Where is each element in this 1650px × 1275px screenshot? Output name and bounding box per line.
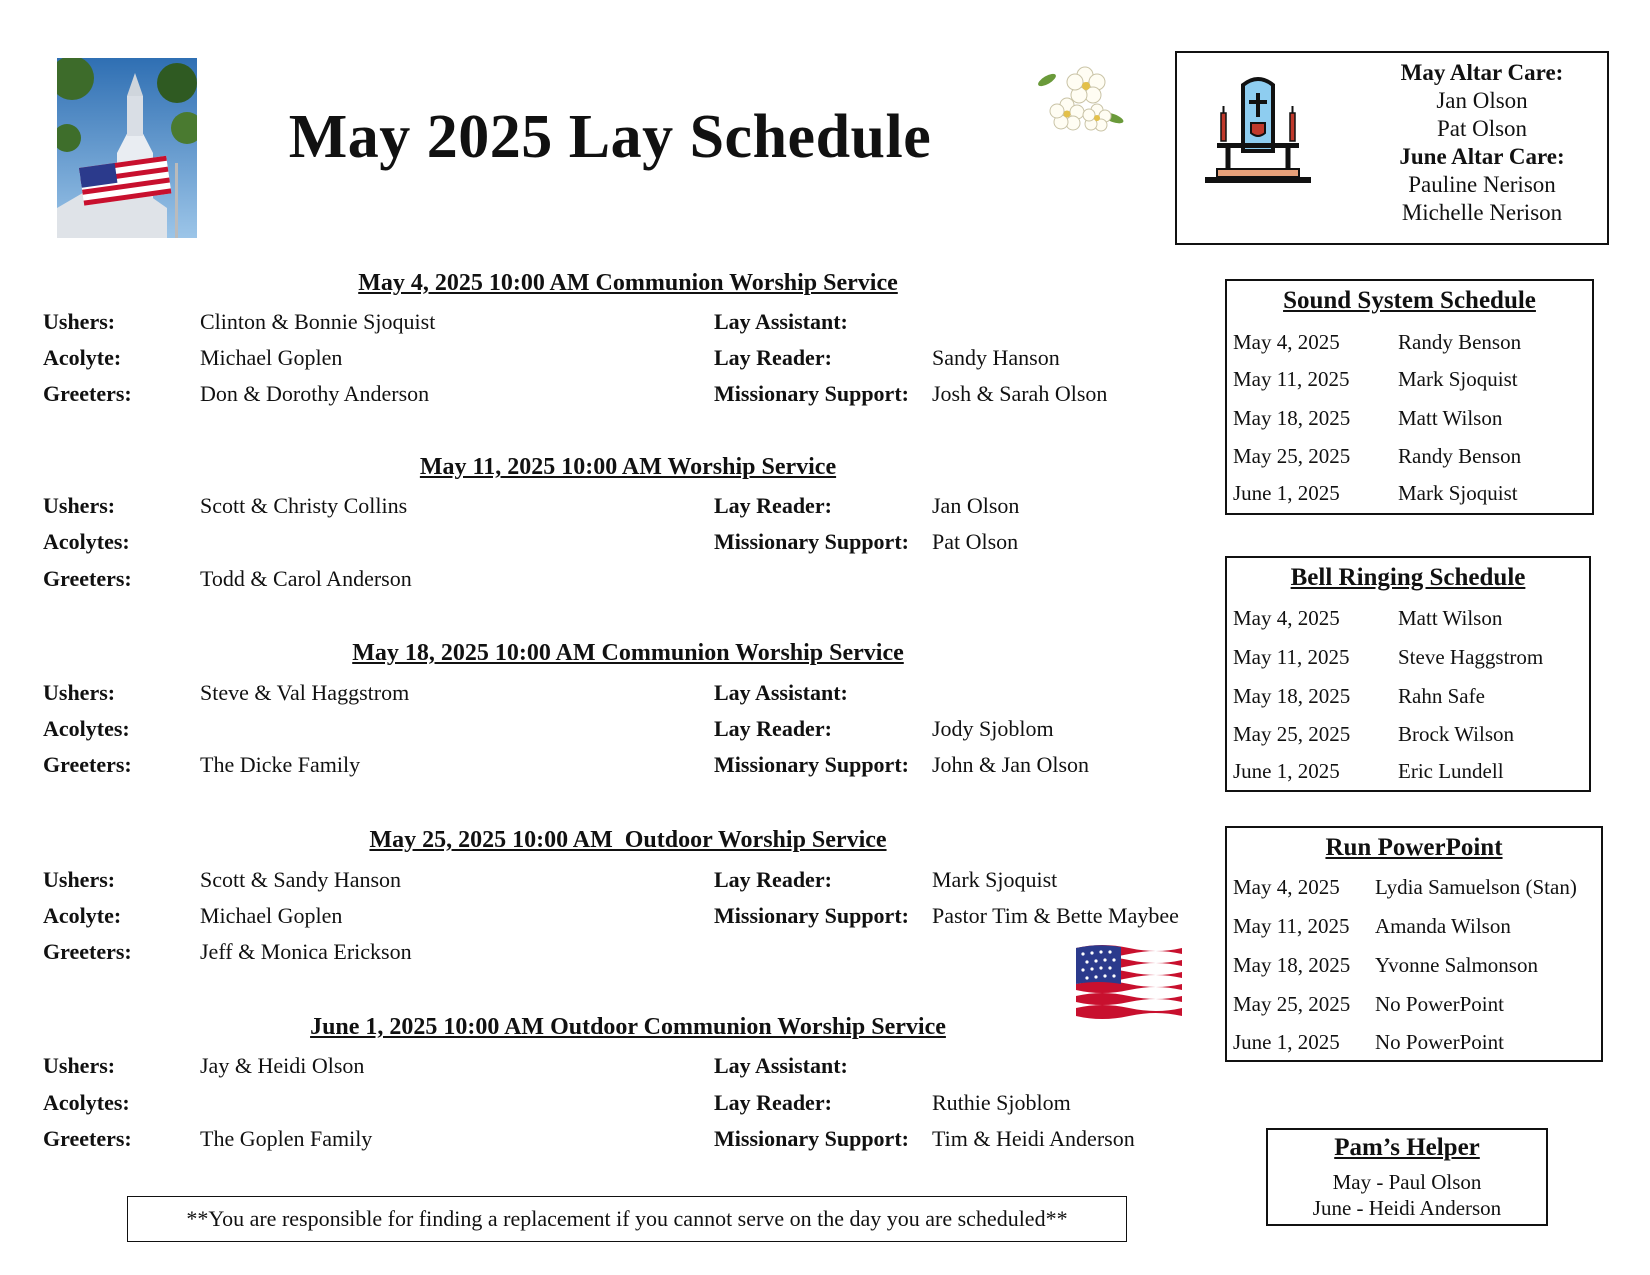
role-value: Scott & Christy Collins	[200, 493, 408, 518]
june-altar-name: Pauline Nerison	[1408, 172, 1556, 197]
role-value: Steve & Val Haggstrom	[200, 680, 410, 705]
schedule-row	[1233, 406, 1503, 431]
service-title: June 1, 2025 10:00 AM Outdoor Communion Worship Service	[310, 1014, 946, 1040]
page-title: May 2025 Lay Schedule	[288, 103, 932, 171]
us-flag-icon	[1076, 942, 1182, 1022]
may-altar-heading: May Altar Care:	[1400, 60, 1564, 85]
footer-note: **You are responsible for finding a replacement if you cannot serve on the day you are scheduled**	[127, 1196, 1127, 1242]
schedule-name: Matt Wilson	[1398, 406, 1503, 430]
schedule-date: May 11, 2025	[1233, 914, 1350, 938]
role-label: Lay Reader:	[714, 1090, 832, 1115]
may-altar-name: Pat Olson	[1436, 116, 1528, 141]
role-value: Jan Olson	[932, 493, 1020, 518]
schedule-name: Mark Sjoquist	[1398, 367, 1518, 391]
role-value: The Goplen Family	[200, 1126, 373, 1151]
role-value: Jay & Heidi Olson	[200, 1053, 365, 1078]
schedule-name: No PowerPoint	[1375, 992, 1504, 1016]
schedule-row	[1233, 330, 1522, 355]
run-powerpoint-title: Run PowerPoint	[1325, 834, 1503, 861]
role-value: Pastor Tim & Bette Maybee	[932, 903, 1179, 928]
role-value: Jody Sjoblom	[932, 716, 1054, 741]
role-label: Acolytes:	[43, 529, 130, 554]
schedule-date: June 1, 2025	[1233, 481, 1340, 505]
role-value: The Dicke Family	[200, 752, 361, 777]
role-value: Michael Goplen	[200, 903, 343, 928]
schedule-name: Eric Lundell	[1398, 759, 1504, 783]
schedule-name: No PowerPoint	[1375, 1030, 1504, 1054]
schedule-name: Mark Sjoquist	[1398, 481, 1518, 505]
schedule-date: May 4, 2025	[1233, 606, 1340, 630]
schedule-date: May 11, 2025	[1233, 367, 1350, 391]
role-value: Josh & Sarah Olson	[932, 381, 1108, 406]
schedule-row	[1233, 722, 1515, 747]
role-label: Missionary Support:	[714, 1126, 909, 1151]
schedule-date: June 1, 2025	[1233, 759, 1340, 783]
sound-system-title: Sound System Schedule	[1283, 287, 1536, 314]
role-value: Mark Sjoquist	[932, 867, 1058, 892]
role-value: Clinton & Bonnie Sjoquist	[200, 309, 436, 334]
schedule-row	[1233, 367, 1518, 392]
schedule-row	[1233, 606, 1503, 631]
role-label: Ushers:	[43, 493, 116, 518]
schedule-row	[1233, 444, 1522, 469]
schedule-date: May 25, 2025	[1233, 722, 1351, 746]
altar-icon	[1203, 73, 1313, 188]
schedule-name: Yvonne Salmonson	[1375, 953, 1538, 977]
role-label: Ushers:	[43, 309, 116, 334]
role-label: Lay Reader:	[714, 345, 832, 370]
sound-system-schedule-box	[1225, 279, 1594, 515]
schedule-name: Matt Wilson	[1398, 606, 1503, 630]
role-label: Acolyte:	[43, 903, 122, 928]
role-label: Ushers:	[43, 680, 116, 705]
role-label: Lay Assistant:	[714, 1053, 848, 1078]
june-altar-name: Michelle Nerison	[1401, 200, 1563, 225]
schedule-date: May 18, 2025	[1233, 406, 1351, 430]
schedule-row	[1233, 684, 1485, 709]
run-powerpoint-box	[1225, 826, 1603, 1062]
helper-line: June - Heidi Anderson	[1312, 1196, 1502, 1220]
role-label: Acolytes:	[43, 1090, 130, 1115]
role-label: Lay Reader:	[714, 716, 832, 741]
service-title: May 18, 2025 10:00 AM Communion Worship Service	[352, 640, 904, 666]
role-label: Lay Assistant:	[714, 309, 848, 334]
role-value: Scott & Sandy Hanson	[200, 867, 402, 892]
schedule-date: May 25, 2025	[1233, 444, 1351, 468]
role-value: Michael Goplen	[200, 345, 343, 370]
flower-icon	[1035, 60, 1125, 135]
bell-ringing-title: Bell Ringing Schedule	[1290, 564, 1526, 591]
schedule-name: Randy Benson	[1398, 444, 1522, 468]
schedule-name: Randy Benson	[1398, 330, 1522, 354]
pams-helper-title: Pam’s Helper	[1334, 1134, 1480, 1161]
schedule-row	[1233, 953, 1538, 978]
schedule-row	[1233, 914, 1511, 939]
schedule-row	[1233, 759, 1504, 784]
schedule-name: Lydia Samuelson (Stan)	[1375, 875, 1577, 899]
role-label: Missionary Support:	[714, 529, 909, 554]
role-label: Ushers:	[43, 867, 116, 892]
role-label: Lay Reader:	[714, 493, 832, 518]
schedule-row	[1233, 992, 1504, 1017]
role-label: Missionary Support:	[714, 381, 909, 406]
pams-helper-box	[1266, 1128, 1548, 1226]
service-title: May 11, 2025 10:00 AM Worship Service	[419, 454, 837, 480]
role-value: Pat Olson	[932, 529, 1019, 554]
role-value: Don & Dorothy Anderson	[200, 381, 430, 406]
may-altar-name: Jan Olson	[1436, 88, 1528, 113]
schedule-name: Brock Wilson	[1398, 722, 1515, 746]
service-title: May 25, 2025 10:00 AM Outdoor Worship Service	[369, 827, 887, 853]
role-label: Greeters:	[43, 752, 132, 777]
role-value: Ruthie Sjoblom	[932, 1090, 1071, 1115]
role-label: Greeters:	[43, 566, 132, 591]
service-title: May 4, 2025 10:00 AM Communion Worship Service	[358, 270, 898, 296]
church-photo	[57, 58, 197, 238]
schedule-date: May 25, 2025	[1233, 992, 1351, 1016]
role-value: Todd & Carol Anderson	[200, 566, 412, 591]
schedule-date: May 18, 2025	[1233, 953, 1351, 977]
role-label: Missionary Support:	[714, 752, 909, 777]
role-label: Greeters:	[43, 939, 132, 964]
schedule-row	[1233, 481, 1518, 506]
schedule-row	[1233, 645, 1544, 670]
role-value: John & Jan Olson	[932, 752, 1090, 777]
bell-ringing-schedule-box	[1225, 556, 1591, 792]
schedule-row	[1233, 1030, 1504, 1055]
schedule-date: June 1, 2025	[1233, 1030, 1340, 1054]
schedule-row	[1233, 875, 1577, 900]
role-label: Acolyte:	[43, 345, 122, 370]
role-value: Jeff & Monica Erickson	[200, 939, 412, 964]
schedule-name: Rahn Safe	[1398, 684, 1485, 708]
role-value: Tim & Heidi Anderson	[932, 1126, 1135, 1151]
helper-line: May - Paul Olson	[1332, 1170, 1482, 1194]
schedule-date: May 4, 2025	[1233, 875, 1340, 899]
role-label: Ushers:	[43, 1053, 116, 1078]
schedule-date: May 11, 2025	[1233, 645, 1350, 669]
role-label: Lay Assistant:	[714, 680, 848, 705]
role-label: Lay Reader:	[714, 867, 832, 892]
role-label: Greeters:	[43, 1126, 132, 1151]
schedule-name: Amanda Wilson	[1375, 914, 1511, 938]
role-label: Missionary Support:	[714, 903, 909, 928]
role-label: Greeters:	[43, 381, 132, 406]
schedule-date: May 4, 2025	[1233, 330, 1340, 354]
schedule-name: Steve Haggstrom	[1398, 645, 1544, 669]
altar-care-box	[1175, 51, 1609, 245]
june-altar-heading: June Altar Care:	[1399, 144, 1565, 169]
role-value: Sandy Hanson	[932, 345, 1060, 370]
schedule-date: May 18, 2025	[1233, 684, 1351, 708]
role-label: Acolytes:	[43, 716, 130, 741]
